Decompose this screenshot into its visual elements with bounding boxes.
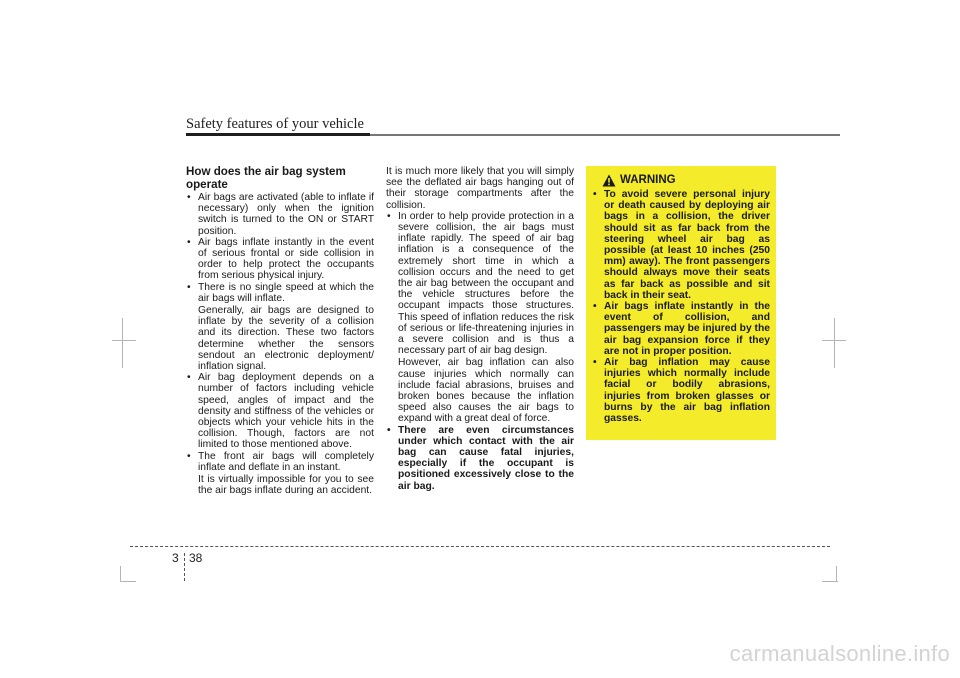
warning-triangle-icon — [602, 174, 616, 187]
header-rule-dark — [186, 133, 370, 136]
list-item: • Air bags inflate instantly in the event of serious frontal or side collision in order to help protect the occupants from serious physical injury. — [186, 237, 374, 282]
crop-mark — [120, 566, 121, 582]
crop-mark — [836, 566, 837, 582]
crop-mark — [122, 318, 123, 368]
text-column-left — [186, 166, 374, 496]
list-item-continuation: Generally, air bags are designed to inflate by the severity of a collision and its direction. These two factors determine whether the sensors sendout an electronic deployment/ inflation signal. — [198, 305, 374, 373]
list-item-continuation: It is virtually impossible for you to see the air bags inflate during an accident. — [198, 474, 374, 497]
footer-rule — [130, 546, 830, 547]
section-header-title: Safety features of your vehicle — [186, 116, 364, 132]
warning-item: • To avoid severe personal injury or death caused by deploying air bags in a collision, the driver should sit as far back from the steering wheel air bag as possible (at least 10 inches (250 mm) away). The front passengers should always move their seats as far back as possible and sit back in their seat. — [592, 189, 770, 301]
crop-mark — [112, 340, 136, 341]
warning-item: • Air bags inflate instantly in the event of collision, and passengers may be injured by the air bag expansion force if they are not in proper position. — [592, 301, 770, 357]
list-item-continuation: However, air bag inflation can also cause injuries which normally can include facial abrasions, bruises and broken bones because the inflation speed also causes the air bags to expand with a great deal of force. — [398, 357, 574, 425]
crop-mark — [834, 318, 835, 368]
watermark-text: carmanualsonline.info — [729, 641, 950, 666]
header-rule-light — [370, 134, 840, 136]
chapter-number: 3 — [172, 551, 179, 565]
list-item-bold: • There are even circumstances under which contact with the air bag can cause fatal injuries, especially if the occupant is positioned excessively close to the air bag. — [386, 425, 574, 492]
section-heading: How does the air bag system operate — [186, 165, 346, 191]
list-item: • In order to help provide protection in a severe collision, the air bags must inflate rapidly. The speed of air bag inflation is a consequence of the extremely short time in which a collision occurs and the need to get the air bag between the occupant and the vehicle structures before the occupant impacts those structures. This speed of inflation reduces the risk of serious or life-threatening injuries in a severe collision and is thus a necessary part of air bag design. — [386, 211, 574, 357]
list-item: • Air bags are activated (able to inflate if necessary) only when the ignition switch is turned to the ON or START position. — [186, 192, 374, 237]
crop-mark — [120, 581, 136, 582]
text-column-middle — [386, 166, 574, 492]
warning-box — [586, 166, 776, 440]
list-item: • The front air bags will completely inflate and deflate in an instant. — [186, 451, 374, 473]
list-item: • Air bag deployment depends on a number of factors including vehicle speed, angles of impact and the density and stiffness of the vehicles or objects which your vehicle hits in the collision. Though, factors are not limited to those mentioned above. — [186, 372, 374, 450]
warning-title: WARNING — [620, 173, 676, 186]
page-number: 38 — [189, 551, 203, 565]
warning-item: • Air bag inflation may cause injuries which normally include facial or bodily abrasions, injuries from broken glasses or burns by the air bag inflation gasses. — [592, 357, 770, 424]
page-divider — [184, 553, 185, 581]
crop-mark — [822, 581, 838, 582]
warning-header — [602, 174, 770, 187]
paragraph: It is much more likely that you will simply see the deflated air bags hanging out of their storage compartments after the collision. — [386, 166, 574, 211]
list-item: • There is no single speed at which the air bags will inflate. — [186, 282, 374, 304]
crop-mark — [822, 340, 846, 341]
